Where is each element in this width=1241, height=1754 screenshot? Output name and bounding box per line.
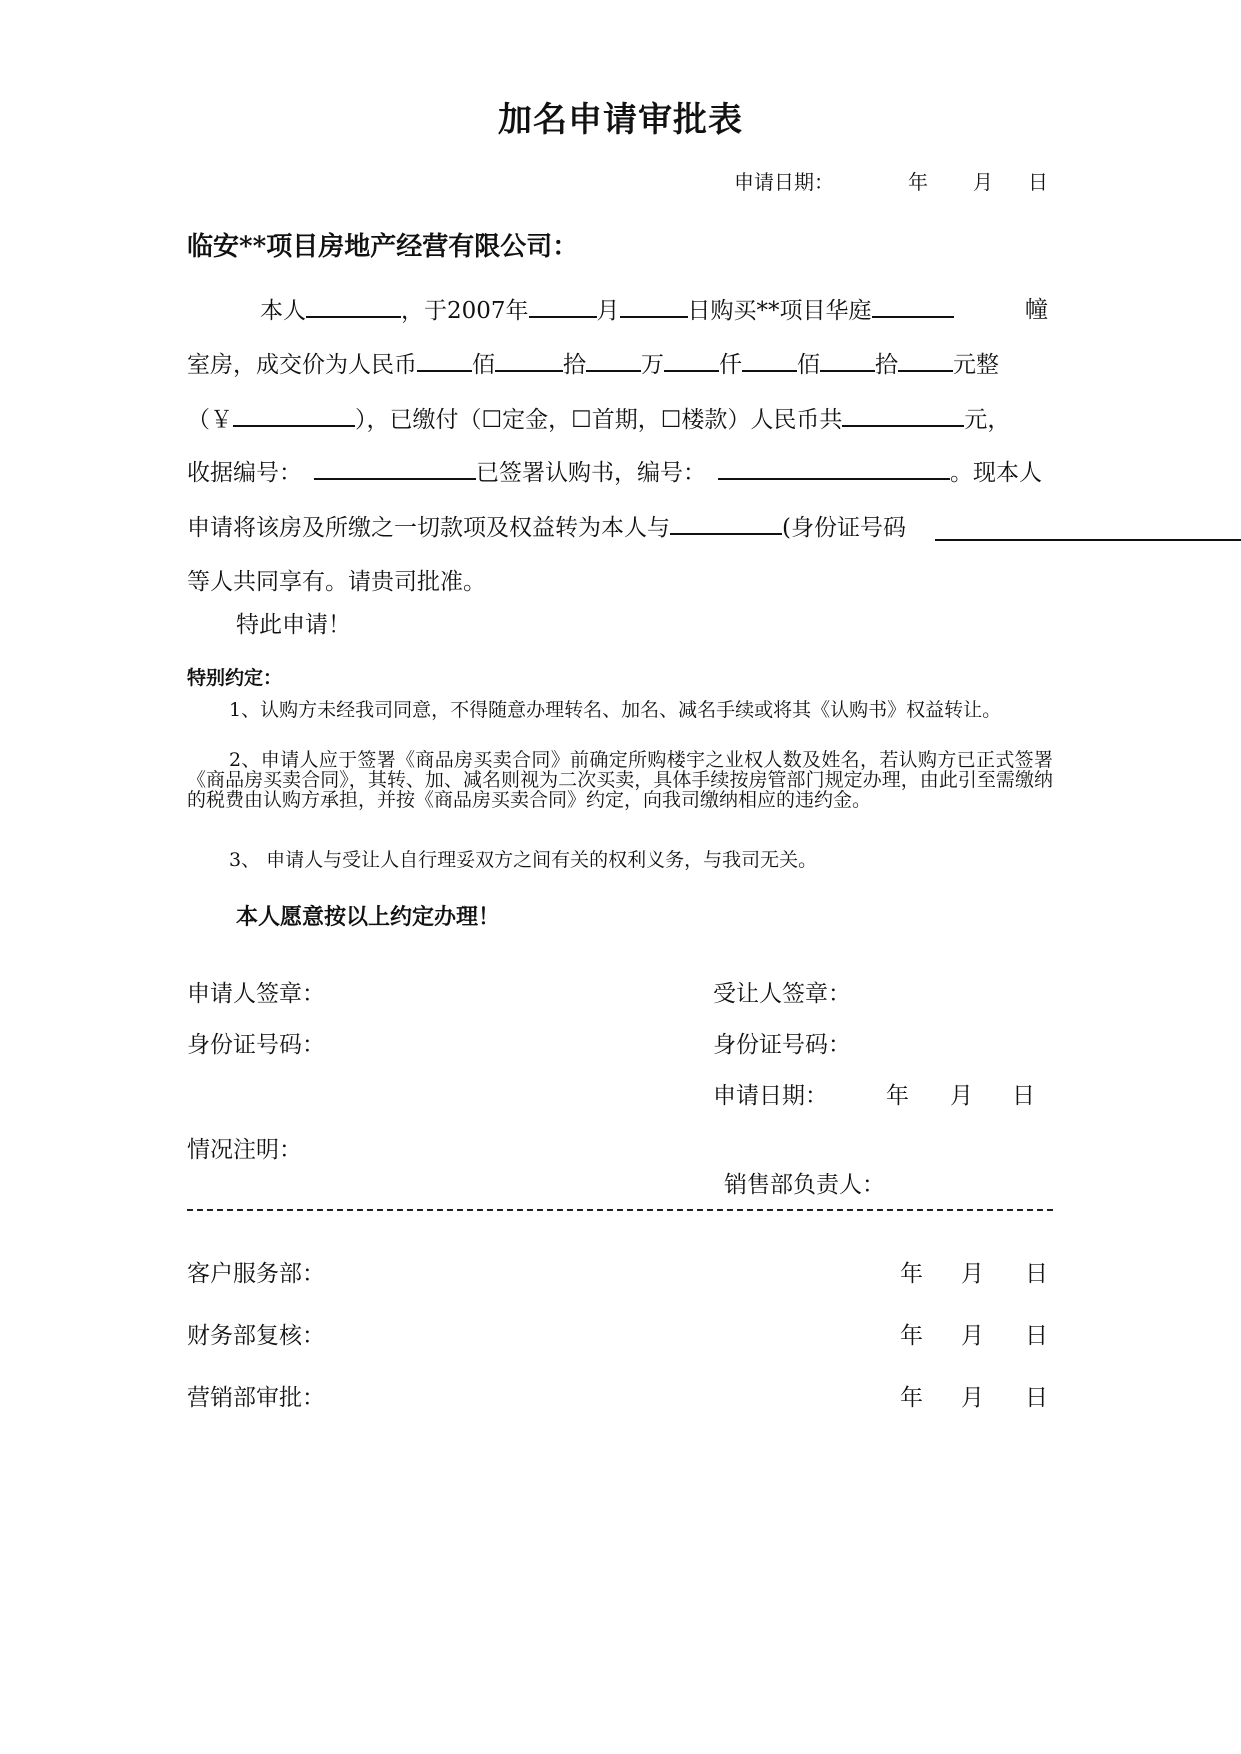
subscription-no-blank[interactable] (718, 456, 950, 480)
co-owner-name-blank[interactable] (670, 511, 782, 535)
text: 元， (964, 407, 1011, 433)
text: 日购买**项目华庭 (687, 298, 872, 324)
text: 元整 (953, 352, 999, 378)
amount-blank[interactable] (898, 348, 953, 372)
body-line-5 (187, 511, 906, 543)
text: 拾 (875, 352, 898, 378)
text: ，于2007年 (401, 298, 529, 324)
down-payment-checkbox[interactable]: ☐ (571, 407, 592, 433)
clause-1: 1、认购方未经我司同意，不得随意办理转名、加名、减名手续或将其《认购书》权益转让。 (229, 699, 1002, 721)
approval-day: 日 (1025, 1323, 1048, 1349)
text: （￥ (187, 407, 233, 433)
approval-month: 月 (961, 1385, 984, 1411)
text: 拾 (563, 352, 586, 378)
note-label: 情况注明： (187, 1137, 302, 1163)
apply-date-label: 申请日期： (713, 1083, 828, 1109)
body-line-2 (187, 348, 999, 380)
body-line-4 (187, 456, 1042, 488)
sales-head-label: 销售部负责人： (724, 1172, 885, 1198)
text: 佰 (472, 352, 495, 378)
text: 申请将该房及所缴之一切款项及权益转为本人与 (187, 515, 670, 541)
text: 首期， (591, 407, 661, 433)
deposit-checkbox[interactable]: ☐ (481, 407, 503, 433)
building-blank[interactable] (872, 294, 954, 318)
date-top-month: 月 (973, 170, 993, 194)
approval-label: 营销部审批： (187, 1385, 325, 1411)
approval-label: 财务部复核： (187, 1323, 325, 1349)
approval-month: 月 (961, 1261, 984, 1287)
date-top-year: 年 (908, 170, 928, 194)
name-blank[interactable] (306, 294, 401, 318)
transferee-sign-label: 受让人签章： (713, 981, 851, 1007)
amount-figure-blank[interactable] (233, 403, 355, 427)
text: 。现本人 (950, 460, 1042, 486)
clause-3: 3、 申请人与受让人自行理妥双方之间有关的权利义务，与我司无关。 (229, 849, 818, 871)
body-line-7: 特此申请！ (236, 612, 351, 638)
receipt-no-blank[interactable] (314, 456, 476, 480)
approval-day: 日 (1025, 1385, 1048, 1411)
apply-date-year: 年 (886, 1083, 909, 1109)
body-line-3 (187, 403, 1010, 435)
clause-2: 2、申请人应于签署《商品房买卖合同》前确定所购楼宇之业权人数及姓名，若认购方已正式签署《商品房买卖合同》，其转、加、减名则视为二次买卖，具体手续按房管部门规定办理，由此引至需缴纳的税费由认购方承担，并按《商品房买卖合同》约定，向我司缴纳相应的违约金。 (187, 749, 1053, 811)
amount-blank[interactable] (495, 348, 563, 372)
text: 本人 (260, 298, 306, 324)
special-terms-title: 特别约定： (187, 667, 283, 689)
agreement-statement: 本人愿意按以上约定办理！ (236, 904, 501, 930)
text: 万 (641, 352, 664, 378)
divider (187, 1209, 1053, 1211)
page-title: 加名申请审批表 (498, 100, 743, 140)
approval-year: 年 (900, 1385, 923, 1411)
apply-date-day: 日 (1012, 1083, 1035, 1109)
amount-blank[interactable] (417, 348, 472, 372)
approval-year: 年 (900, 1261, 923, 1287)
transferee-id-label: 身份证号码： (713, 1032, 851, 1058)
apply-date-month: 月 (950, 1083, 973, 1109)
text: 楼款）人民币共 (681, 407, 843, 433)
amount-blank[interactable] (586, 348, 641, 372)
amount-blank[interactable] (820, 348, 875, 372)
approval-year: 年 (900, 1323, 923, 1349)
approval-month: 月 (961, 1323, 984, 1349)
date-top-day: 日 (1028, 170, 1048, 194)
amount-blank[interactable] (742, 348, 797, 372)
body-line-1 (260, 294, 954, 326)
approval-day: 日 (1025, 1261, 1048, 1287)
applicant-sign-label: 申请人签章： (187, 981, 325, 1007)
text: 佰 (797, 352, 820, 378)
text: 收据编号： (187, 460, 302, 486)
text: 幢 (1025, 297, 1048, 323)
applicant-id-label: 身份证号码： (187, 1032, 325, 1058)
house-payment-checkbox[interactable]: ☐ (660, 407, 682, 433)
text: 仟 (719, 352, 742, 378)
paid-amount-blank[interactable] (842, 403, 964, 427)
id-number-blank[interactable] (935, 539, 1241, 541)
day-blank[interactable] (620, 294, 688, 318)
text: 月 (596, 298, 620, 324)
approval-label: 客户服务部： (187, 1261, 325, 1287)
text: 室房，成交价为人民币 (187, 352, 417, 378)
body-line-6: 等人共同享有。请贵司批准。 (187, 569, 486, 595)
date-top-label: 申请日期： (734, 170, 834, 194)
month-blank[interactable] (529, 294, 597, 318)
company-name: 临安**项目房地产经营有限公司： (187, 232, 579, 262)
text: (身份证号码 (782, 515, 906, 541)
text: ），已缴付（ (355, 407, 482, 433)
amount-blank[interactable] (664, 348, 719, 372)
text: 已签署认购书，编号： (476, 460, 706, 486)
text: 定金， (502, 407, 572, 433)
